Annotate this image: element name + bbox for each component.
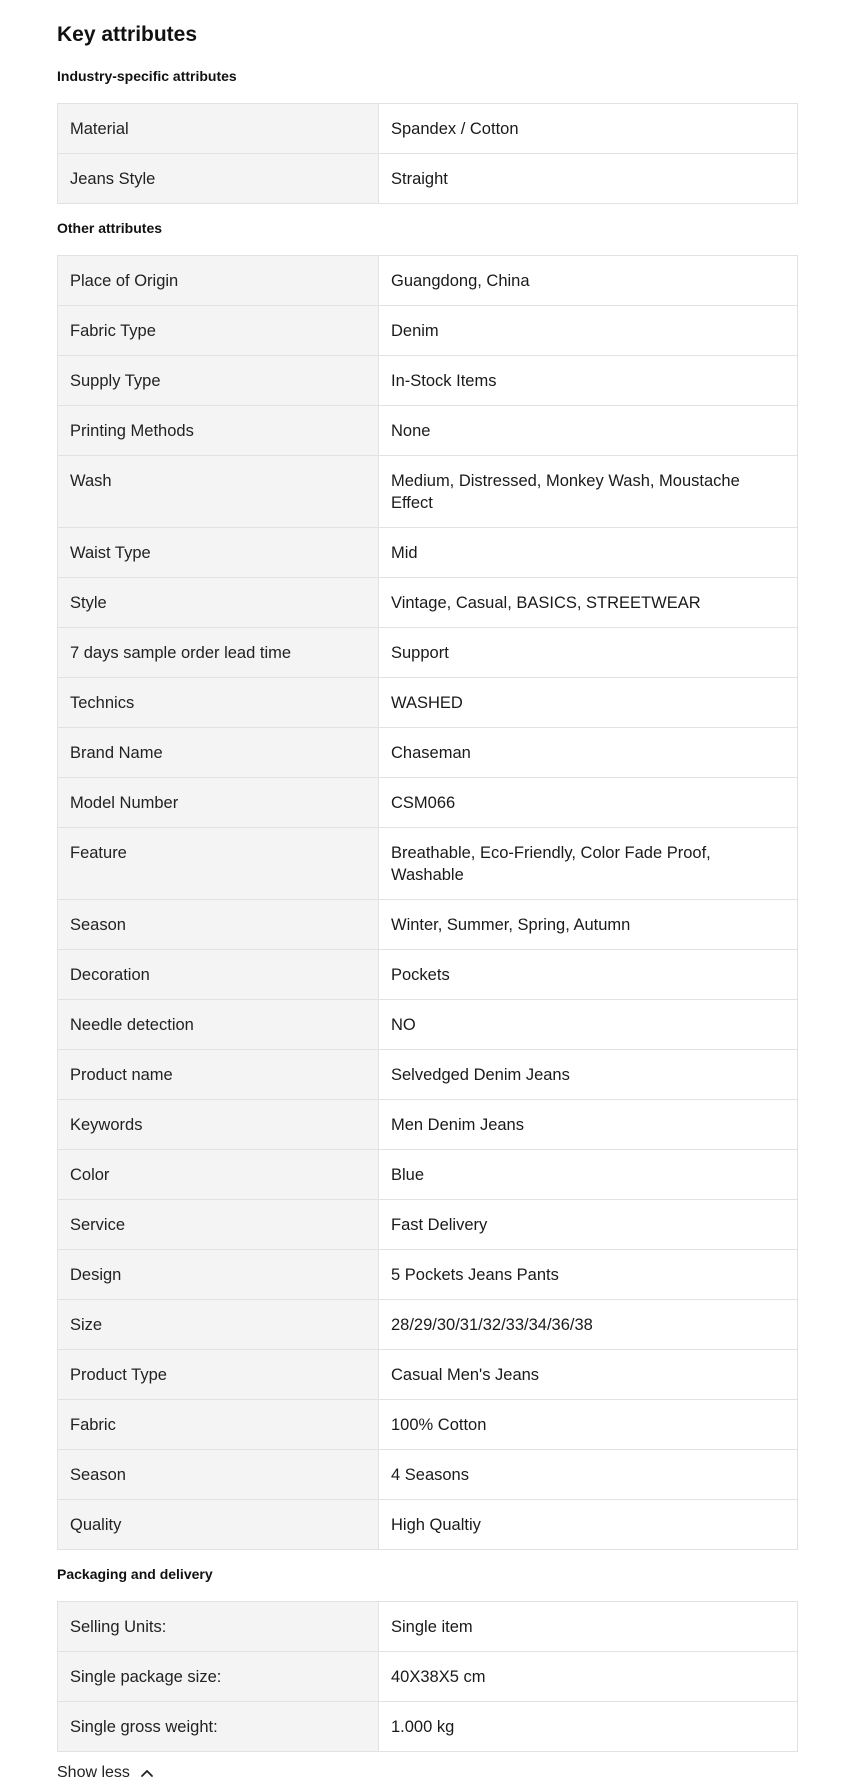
attribute-name: Season <box>58 900 379 950</box>
attribute-name: Jeans Style <box>58 154 379 204</box>
table-row <box>58 1000 798 1050</box>
attribute-name: Selling Units: <box>58 1602 379 1652</box>
attribute-name: Product name <box>58 1050 379 1100</box>
attribute-name: Size <box>58 1300 379 1350</box>
attribute-value: Single item <box>379 1602 798 1652</box>
table-row <box>58 1602 798 1652</box>
attribute-name: Style <box>58 578 379 628</box>
table-row <box>58 1150 798 1200</box>
attribute-name: Fabric <box>58 1400 379 1450</box>
table-row <box>58 828 798 900</box>
attribute-name: Wash <box>58 456 379 528</box>
attribute-value: Straight <box>379 154 798 204</box>
attribute-value: Blue <box>379 1150 798 1200</box>
table-row <box>58 778 798 828</box>
attribute-value: WASHED <box>379 678 798 728</box>
attribute-name: Color <box>58 1150 379 1200</box>
attribute-name: Fabric Type <box>58 306 379 356</box>
section-heading: Packaging and delivery <box>57 1566 213 1582</box>
table-row <box>58 1200 798 1250</box>
attribute-value: 40X38X5 cm <box>379 1652 798 1702</box>
attributes-table <box>57 1601 798 1752</box>
table-row <box>58 900 798 950</box>
table-row <box>58 578 798 628</box>
attribute-value: Spandex / Cotton <box>379 104 798 154</box>
attribute-value: Support <box>379 628 798 678</box>
attributes-table <box>57 103 798 204</box>
table-row <box>58 104 798 154</box>
attribute-name: Design <box>58 1250 379 1300</box>
attribute-name: Waist Type <box>58 528 379 578</box>
attribute-value: Fast Delivery <box>379 1200 798 1250</box>
attribute-value: 5 Pockets Jeans Pants <box>379 1250 798 1300</box>
table-row <box>58 1652 798 1702</box>
attribute-value: Medium, Distressed, Monkey Wash, Moustache Effect <box>379 456 798 528</box>
attribute-value: High Qualtiy <box>379 1500 798 1550</box>
attribute-name: Printing Methods <box>58 406 379 456</box>
attribute-value: Guangdong, China <box>379 256 798 306</box>
table-row <box>58 1400 798 1450</box>
attribute-name: Quality <box>58 1500 379 1550</box>
table-row <box>58 1500 798 1550</box>
table-row <box>58 1450 798 1500</box>
attribute-value: Winter, Summer, Spring, Autumn <box>379 900 798 950</box>
attribute-name: 7 days sample order lead time <box>58 628 379 678</box>
section-heading: Industry-specific attributes <box>57 68 237 84</box>
attribute-value: In-Stock Items <box>379 356 798 406</box>
table-row <box>58 528 798 578</box>
attribute-value: CSM066 <box>379 778 798 828</box>
attribute-value: NO <box>379 1000 798 1050</box>
attribute-value: Selvedged Denim Jeans <box>379 1050 798 1100</box>
attribute-value: Breathable, Eco-Friendly, Color Fade Proof, Washable <box>379 828 798 900</box>
attribute-name: Single package size: <box>58 1652 379 1702</box>
attribute-value: 28/29/30/31/32/33/34/36/38 <box>379 1300 798 1350</box>
attribute-value: 100% Cotton <box>379 1400 798 1450</box>
table-row <box>58 678 798 728</box>
attribute-name: Feature <box>58 828 379 900</box>
table-row <box>58 1250 798 1300</box>
attribute-value: Casual Men's Jeans <box>379 1350 798 1400</box>
table-row <box>58 356 798 406</box>
show-less-label: Show less <box>57 1764 130 1781</box>
table-row <box>58 950 798 1000</box>
attribute-value: None <box>379 406 798 456</box>
attribute-name: Service <box>58 1200 379 1250</box>
attribute-value: Vintage, Casual, BASICS, STREETWEAR <box>379 578 798 628</box>
attribute-value: Pockets <box>379 950 798 1000</box>
table-row <box>58 1100 798 1150</box>
table-row <box>58 1702 798 1752</box>
table-row <box>58 456 798 528</box>
attribute-name: Product Type <box>58 1350 379 1400</box>
table-row <box>58 306 798 356</box>
attribute-value: 1.000 kg <box>379 1702 798 1752</box>
attributes-table <box>57 255 798 1550</box>
attribute-name: Brand Name <box>58 728 379 778</box>
attribute-value: Mid <box>379 528 798 578</box>
attribute-name: Single gross weight: <box>58 1702 379 1752</box>
attribute-name: Needle detection <box>58 1000 379 1050</box>
attribute-value: Men Denim Jeans <box>379 1100 798 1150</box>
table-row <box>58 728 798 778</box>
section-heading: Other attributes <box>57 220 163 236</box>
attribute-name: Decoration <box>58 950 379 1000</box>
chevron-up-icon <box>140 1766 154 1780</box>
table-row <box>58 628 798 678</box>
show-less-button[interactable] <box>57 1762 154 1784</box>
attribute-name: Place of Origin <box>58 256 379 306</box>
table-row <box>58 1300 798 1350</box>
attribute-name: Season <box>58 1450 379 1500</box>
attribute-name: Supply Type <box>58 356 379 406</box>
table-row <box>58 1350 798 1400</box>
table-row <box>58 406 798 456</box>
attribute-name: Model Number <box>58 778 379 828</box>
attribute-name: Material <box>58 104 379 154</box>
attribute-value: Denim <box>379 306 798 356</box>
table-row <box>58 1050 798 1100</box>
attribute-sections <box>57 50 798 1752</box>
attribute-name: Keywords <box>58 1100 379 1150</box>
attribute-value: 4 Seasons <box>379 1450 798 1500</box>
table-row <box>58 154 798 204</box>
table-row <box>58 256 798 306</box>
page-title: Key attributes <box>57 23 198 46</box>
attribute-value: Chaseman <box>379 728 798 778</box>
attribute-name: Technics <box>58 678 379 728</box>
